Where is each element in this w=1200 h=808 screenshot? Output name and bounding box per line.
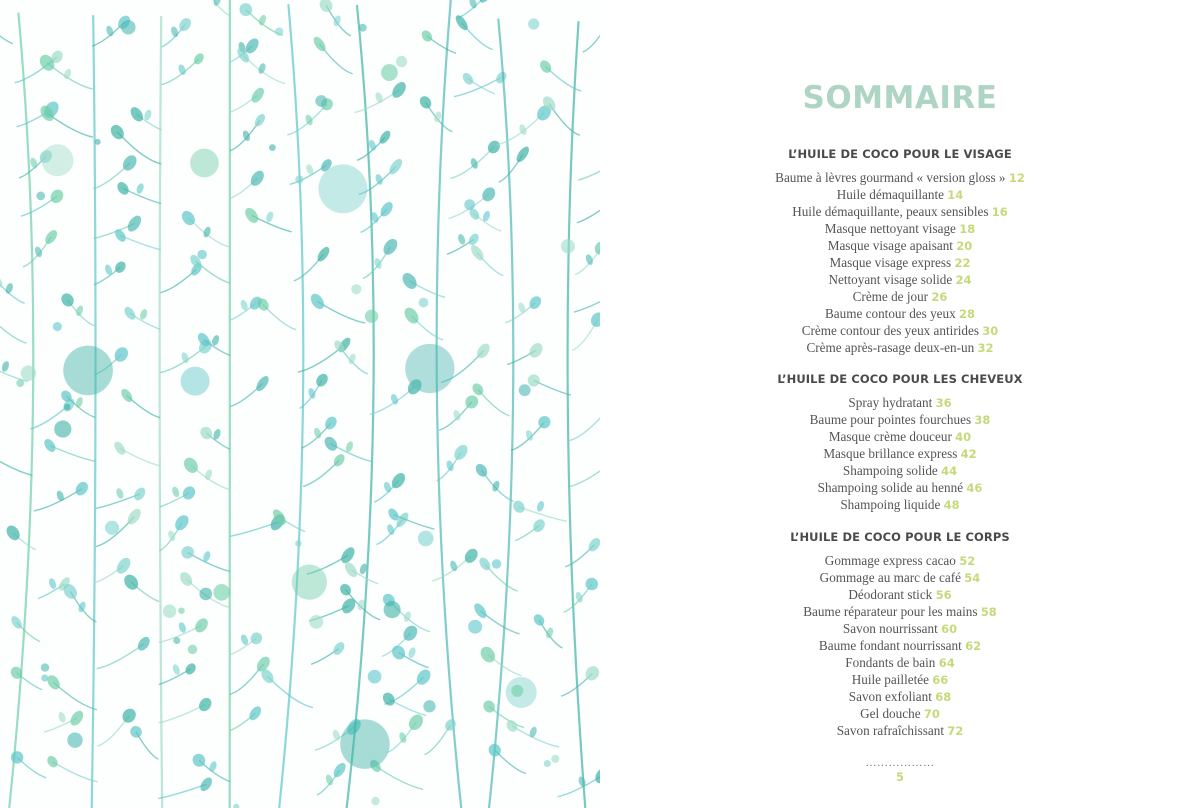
toc-entry[interactable] — [600, 305, 1200, 322]
entry-label: Nettoyant visage solide — [828, 272, 953, 287]
entry-page-number: 62 — [965, 639, 982, 653]
entry-label: Baume réparateur pour les mains — [803, 604, 978, 619]
entry-label: Shampoing liquide — [840, 497, 941, 512]
toc-entry[interactable] — [600, 654, 1200, 671]
toc-entry[interactable] — [600, 169, 1200, 186]
toc-entry[interactable] — [600, 186, 1200, 203]
toc-entry[interactable] — [600, 462, 1200, 479]
entry-label: Masque visage express — [829, 255, 952, 270]
entry-label: Savon nourrissant — [842, 621, 938, 636]
toc-entry[interactable] — [600, 722, 1200, 739]
entry-page-number: 30 — [982, 324, 999, 338]
entry-page-number: 36 — [935, 396, 952, 410]
entry-page-number: 72 — [947, 724, 964, 738]
toc-entry[interactable] — [600, 496, 1200, 513]
entry-label: Masque visage apaisant — [827, 238, 953, 253]
entry-list — [600, 394, 1200, 513]
toc-section-cheveux — [600, 371, 1200, 513]
toc-entry[interactable] — [600, 637, 1200, 654]
entry-list — [600, 552, 1200, 739]
entry-page-number: 46 — [966, 481, 983, 495]
entry-label: Masque brillance express — [823, 446, 958, 461]
section-heading: L’HUILE DE COCO POUR LES CHEVEUX — [777, 372, 1023, 386]
toc-entry[interactable] — [600, 394, 1200, 411]
entry-label: Masque nettoyant visage — [824, 221, 956, 236]
entry-page-number: 52 — [959, 554, 976, 568]
entry-label: Gel douche — [860, 706, 921, 721]
toc-entry[interactable] — [600, 688, 1200, 705]
entry-label: Gommage express cacao — [824, 553, 956, 568]
entry-label: Gommage au marc de café — [819, 570, 961, 585]
toc-entry[interactable] — [600, 220, 1200, 237]
entry-label: Savon rafraîchissant — [836, 723, 944, 738]
toc-entry[interactable] — [600, 237, 1200, 254]
toc-entry[interactable] — [600, 479, 1200, 496]
entry-label: Déodorant stick — [848, 587, 933, 602]
toc-entry[interactable] — [600, 586, 1200, 603]
entry-label: Huile démaquillante — [836, 187, 944, 202]
entry-label: Huile pailletée — [851, 672, 929, 687]
entry-page-number: 56 — [935, 588, 952, 602]
entry-list — [600, 169, 1200, 356]
entry-page-number: 48 — [943, 498, 960, 512]
entry-label: Baume contour des yeux — [824, 306, 956, 321]
entry-page-number: 44 — [941, 464, 958, 478]
entry-label: Shampoing solide au henné — [817, 480, 964, 495]
toc-entry[interactable] — [600, 445, 1200, 462]
entry-page-number: 54 — [964, 571, 981, 585]
entry-label: Baume pour pointes fourchues — [809, 412, 972, 427]
entry-page-number: 60 — [941, 622, 958, 636]
toc-entry[interactable] — [600, 671, 1200, 688]
toc-section-visage — [600, 146, 1200, 356]
entry-label: Shampoing solide — [842, 463, 938, 478]
toc-entry[interactable] — [600, 271, 1200, 288]
entry-label: Spray hydratant — [848, 395, 933, 410]
toc-entry[interactable] — [600, 552, 1200, 569]
entry-page-number: 42 — [960, 447, 977, 461]
toc-entry[interactable] — [600, 322, 1200, 339]
entry-page-number: 26 — [931, 290, 948, 304]
entry-page-number: 20 — [956, 239, 973, 253]
toc-entry[interactable] — [600, 705, 1200, 722]
entry-page-number: 12 — [1008, 171, 1025, 185]
entry-page-number: 24 — [955, 273, 972, 287]
toc-entry[interactable] — [600, 603, 1200, 620]
table-of-contents — [600, 0, 1200, 808]
entry-page-number: 66 — [932, 673, 949, 687]
section-heading: L’HUILE DE COCO POUR LE VISAGE — [788, 147, 1012, 161]
entry-page-number: 68 — [935, 690, 952, 704]
entry-page-number: 40 — [955, 430, 972, 444]
toc-entry[interactable] — [600, 569, 1200, 586]
toc-entry[interactable] — [600, 428, 1200, 445]
entry-label: Crème après-rasage deux-en-un — [806, 340, 975, 355]
toc-entry[interactable] — [600, 339, 1200, 356]
entry-label: Baume à lèvres gourmand « version gloss » — [775, 170, 1006, 185]
entry-page-number: 32 — [977, 341, 994, 355]
entry-page-number: 38 — [974, 413, 991, 427]
entry-label: Crème contour des yeux antirides — [801, 323, 979, 338]
section-heading: L’HUILE DE COCO POUR LE CORPS — [790, 530, 1010, 544]
toc-entry[interactable] — [600, 254, 1200, 271]
entry-label: Savon exfoliant — [848, 689, 932, 704]
entry-label: Crème de jour — [852, 289, 929, 304]
toc-entry[interactable] — [600, 203, 1200, 220]
entry-label: Huile démaquillante, peaux sensibles — [792, 204, 989, 219]
page-number: 5 — [895, 770, 904, 784]
page-title: SOMMAIRE — [802, 80, 998, 116]
entry-label: Masque crème douceur — [828, 429, 952, 444]
entry-label: Fondants de bain — [845, 655, 936, 670]
toc-entry[interactable] — [600, 288, 1200, 305]
entry-page-number: 16 — [991, 205, 1008, 219]
entry-page-number: 64 — [938, 656, 955, 670]
entry-label: Baume fondant nourrissant — [818, 638, 962, 653]
entry-page-number: 18 — [959, 222, 976, 236]
toc-section-corps — [600, 529, 1200, 739]
toc-entry[interactable] — [600, 620, 1200, 637]
toc-entry[interactable] — [600, 411, 1200, 428]
entry-page-number: 70 — [923, 707, 940, 721]
entry-page-number: 58 — [980, 605, 997, 619]
entry-page-number: 14 — [947, 188, 964, 202]
dotted-rule: ……………… — [865, 757, 935, 769]
entry-page-number: 28 — [959, 307, 976, 321]
entry-page-number: 22 — [954, 256, 971, 270]
